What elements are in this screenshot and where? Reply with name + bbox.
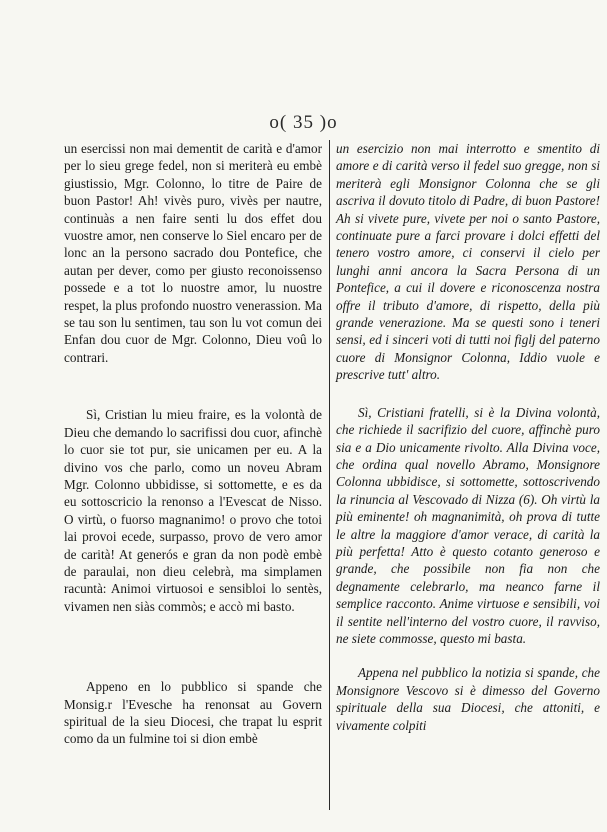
column-divider <box>329 140 330 810</box>
right-paragraph-2: Sì, Cristiani fratelli, si è la Divina volontà, che richiede il sacrifizio del cuore, affinchè puro sia e a Dio unicamente rivolto. Alla Divina voce, che ordina qual novello Abramo, Monsignore Colonna ubbidisce, si sottomette, sottoscrivendo la rinuncia al Vescovado di Nizza (6). Oh virtù la più eminente! oh magnanimità, oh prova di tutte le altre la maggiore d'amor verace, di carità la più perfetta! Atto è questo cotanto generoso e grande, che possibile non fia non che degnamente celebrarlo, ma neanco farne il semplice racconto. Anime virtuose e sensibili, voi il sentite nell'interno del vostro cuore, il ravviso, ne siete commosse, questo mi basta. <box>336 404 600 646</box>
right-paragraph-1: un esercizio non mai interrotto e smentito di amore e di carità verso il fedel suo gregge, non si meriterà egli Monsignor Colonna che se gli ascriva il dovuto titolo di Padre, di buon Pastore! Ah si vivete pure, vivete per noi o santo Pastore, continuate pure a farci provare i dolci effetti del tenero vostro amore, ci conservi il cielo per lunghi anni ancora la Sacra Persona di un Pontefice, a cui il dovere e riconoscenza nostra offre il tributo d'amore, di rispetto, della più grande venerazione. Ma se questi sono i teneri sensi, ed i sinceri voti di tutti noi figlj del paterno cuore di Monsignor Colonna, Iddio vuole e prescrive tutt' altro. <box>336 141 600 383</box>
right-column-italian <box>336 140 600 734</box>
left-paragraph-1: un esercissi non mai dementit de carità e d'amor per lo sieu grege fedel, non si meriterà eu embè giustissio, Mgr. Colonno, lo titre de Paire de buon Pastor! Ah! vivès puro, vivès per nautre, continuàs a nen faire senti lu dos effet dou vuostre amor, nen conserve lo Siel encaro per de lonc an la persono sacrado dou Pontefice, che autan per dever, como per giusto reconoissenso possede e a tot lo nuostre amor, lu nuostre respet, la plus profondo nuostro venerassion. Ma se tau son lu sentimen, tau son lu vot comun dei Enfan dou cuor de Mgr. Colonno, Dieu voû lo contrari. <box>64 141 322 365</box>
page-number: o( 35 )o <box>269 112 338 133</box>
left-paragraph-2: Sì, Cristian lu mieu fraire, es la volontà de Dieu che demando lo sacrifissi dou cuor, afinchè lo cuor sie tot pur, sie unicamen per eu. A la divino vos che parlo, como un noveu Abram Mgr. Colonno ubbidisse, si sottomette, e es da eu sottoscricio la renonso a l'Evescat de Nisso. O virtù, o fuorso magnanimo! o provo che totoi lai provoi ecede, surpasso, provo de vero amor de carità! At generós e gran da non podè embè de paraulai, non dieu celebrà, ma simplamen racuntà: Animoi virtuosoi e sensibloi lo sentès, vivamen nen siàs commòs; e accò mi basto. <box>64 407 322 614</box>
left-column-nissart <box>64 140 322 748</box>
left-paragraph-3: Appeno en lo pubblico si spande che Monsig.r l'Evesche ha renonsat au Govern spiritual de la sieu Diocesi, che trapat lu esprit como da un fulmine toi si dion embè <box>64 679 322 747</box>
right-paragraph-3: Appena nel pubblico la notizia si spande, che Monsignore Vescovo si è dimesso del Governo spirituale della sua Diocesi, che attoniti, e vivamente colpiti <box>336 665 600 733</box>
